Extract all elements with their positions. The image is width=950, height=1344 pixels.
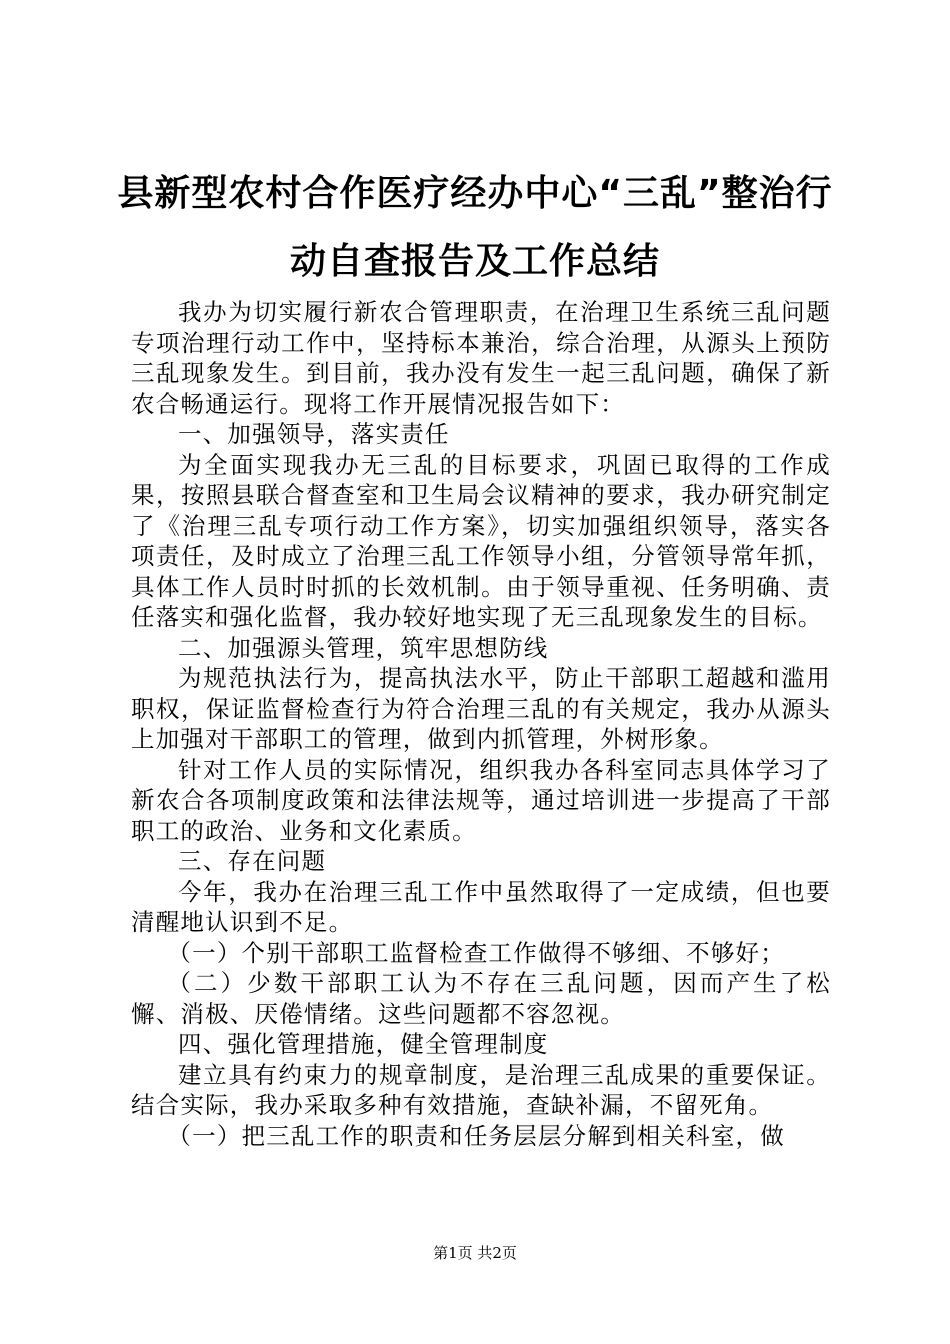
section-4-item-1: （一）把三乱工作的职责和任务层层分解到相关科室，做 bbox=[167, 1121, 785, 1150]
section-heading-1: 一、加强领导，落实责任 bbox=[178, 420, 450, 448]
section-heading-2: 二、加强源头管理，筑牢思想防线 bbox=[178, 633, 549, 662]
section-heading-4: 四、强化管理措施，健全管理制度 bbox=[178, 1030, 549, 1058]
section-4-paragraph: 建立具有约束力的规章制度，是治理三乱成果的重要保证。结合实际，我办采取多种有效措施，查缺补漏，不留死角。 bbox=[131, 1060, 831, 1119]
section-3-item-1: （一）个别干部职工监督检查工作做得不够细、不够好； bbox=[167, 938, 785, 967]
section-heading-3: 三、存在问题 bbox=[178, 847, 327, 875]
section-3-paragraph: 今年，我办在治理三乱工作中虽然取得了一定成绩，但也要清醒地认识到不足。 bbox=[131, 877, 831, 936]
page-footer: 第1页 共2页 bbox=[433, 1244, 517, 1262]
document-title: 县新型农村合作医疗经办中心“三乱”整治行动自查报告及工作总结 bbox=[117, 173, 833, 282]
section-3-item-2: （二）少数干部职工认为不存在三乱问题，因而产生了松懈、消极、厌倦情绪。这些问题都不容忽视。 bbox=[131, 969, 831, 1028]
document-body bbox=[131, 297, 831, 1151]
section-2-paragraph-2: 针对工作人员的实际情况，组织我办各科室同志具体学习了新农合各项制度政策和法律法规等，通过培训进一步提高了干部职工的政治、业务和文化素质。 bbox=[131, 755, 831, 845]
section-2-paragraph-1: 为规范执法行为，提高执法水平，防止干部职工超越和滥用职权，保证监督检查行为符合治理三乱的有关规定，我办从源头上加强对干部职工的管理，做到内抓管理，外树形象。 bbox=[131, 664, 831, 753]
intro-paragraph: 我办为切实履行新农合管理职责，在治理卫生系统三乱问题专项治理行动工作中，坚持标本兼治，综合治理，从源头上预防三乱现象发生。到目前，我办没有发生一起三乱问题，确保了新农合畅通运行。现将工作开展情况报告如下： bbox=[131, 298, 831, 418]
section-1-paragraph: 为全面实现我办无三乱的目标要求，巩固已取得的工作成果，按照县联合督查室和卫生局会议精神的要求，我办研究制定了《治理三乱专项行动工作方案》，切实加强组织领导，落实各项责任，及时成立了治理三乱工作领导小组，分管领导常年抓，具体工作人员时时抓的长效机制。由于领导重视、任务明确、责任落实和强化监督，我办较好地实现了无三乱现象发生的目标。 bbox=[131, 450, 831, 631]
